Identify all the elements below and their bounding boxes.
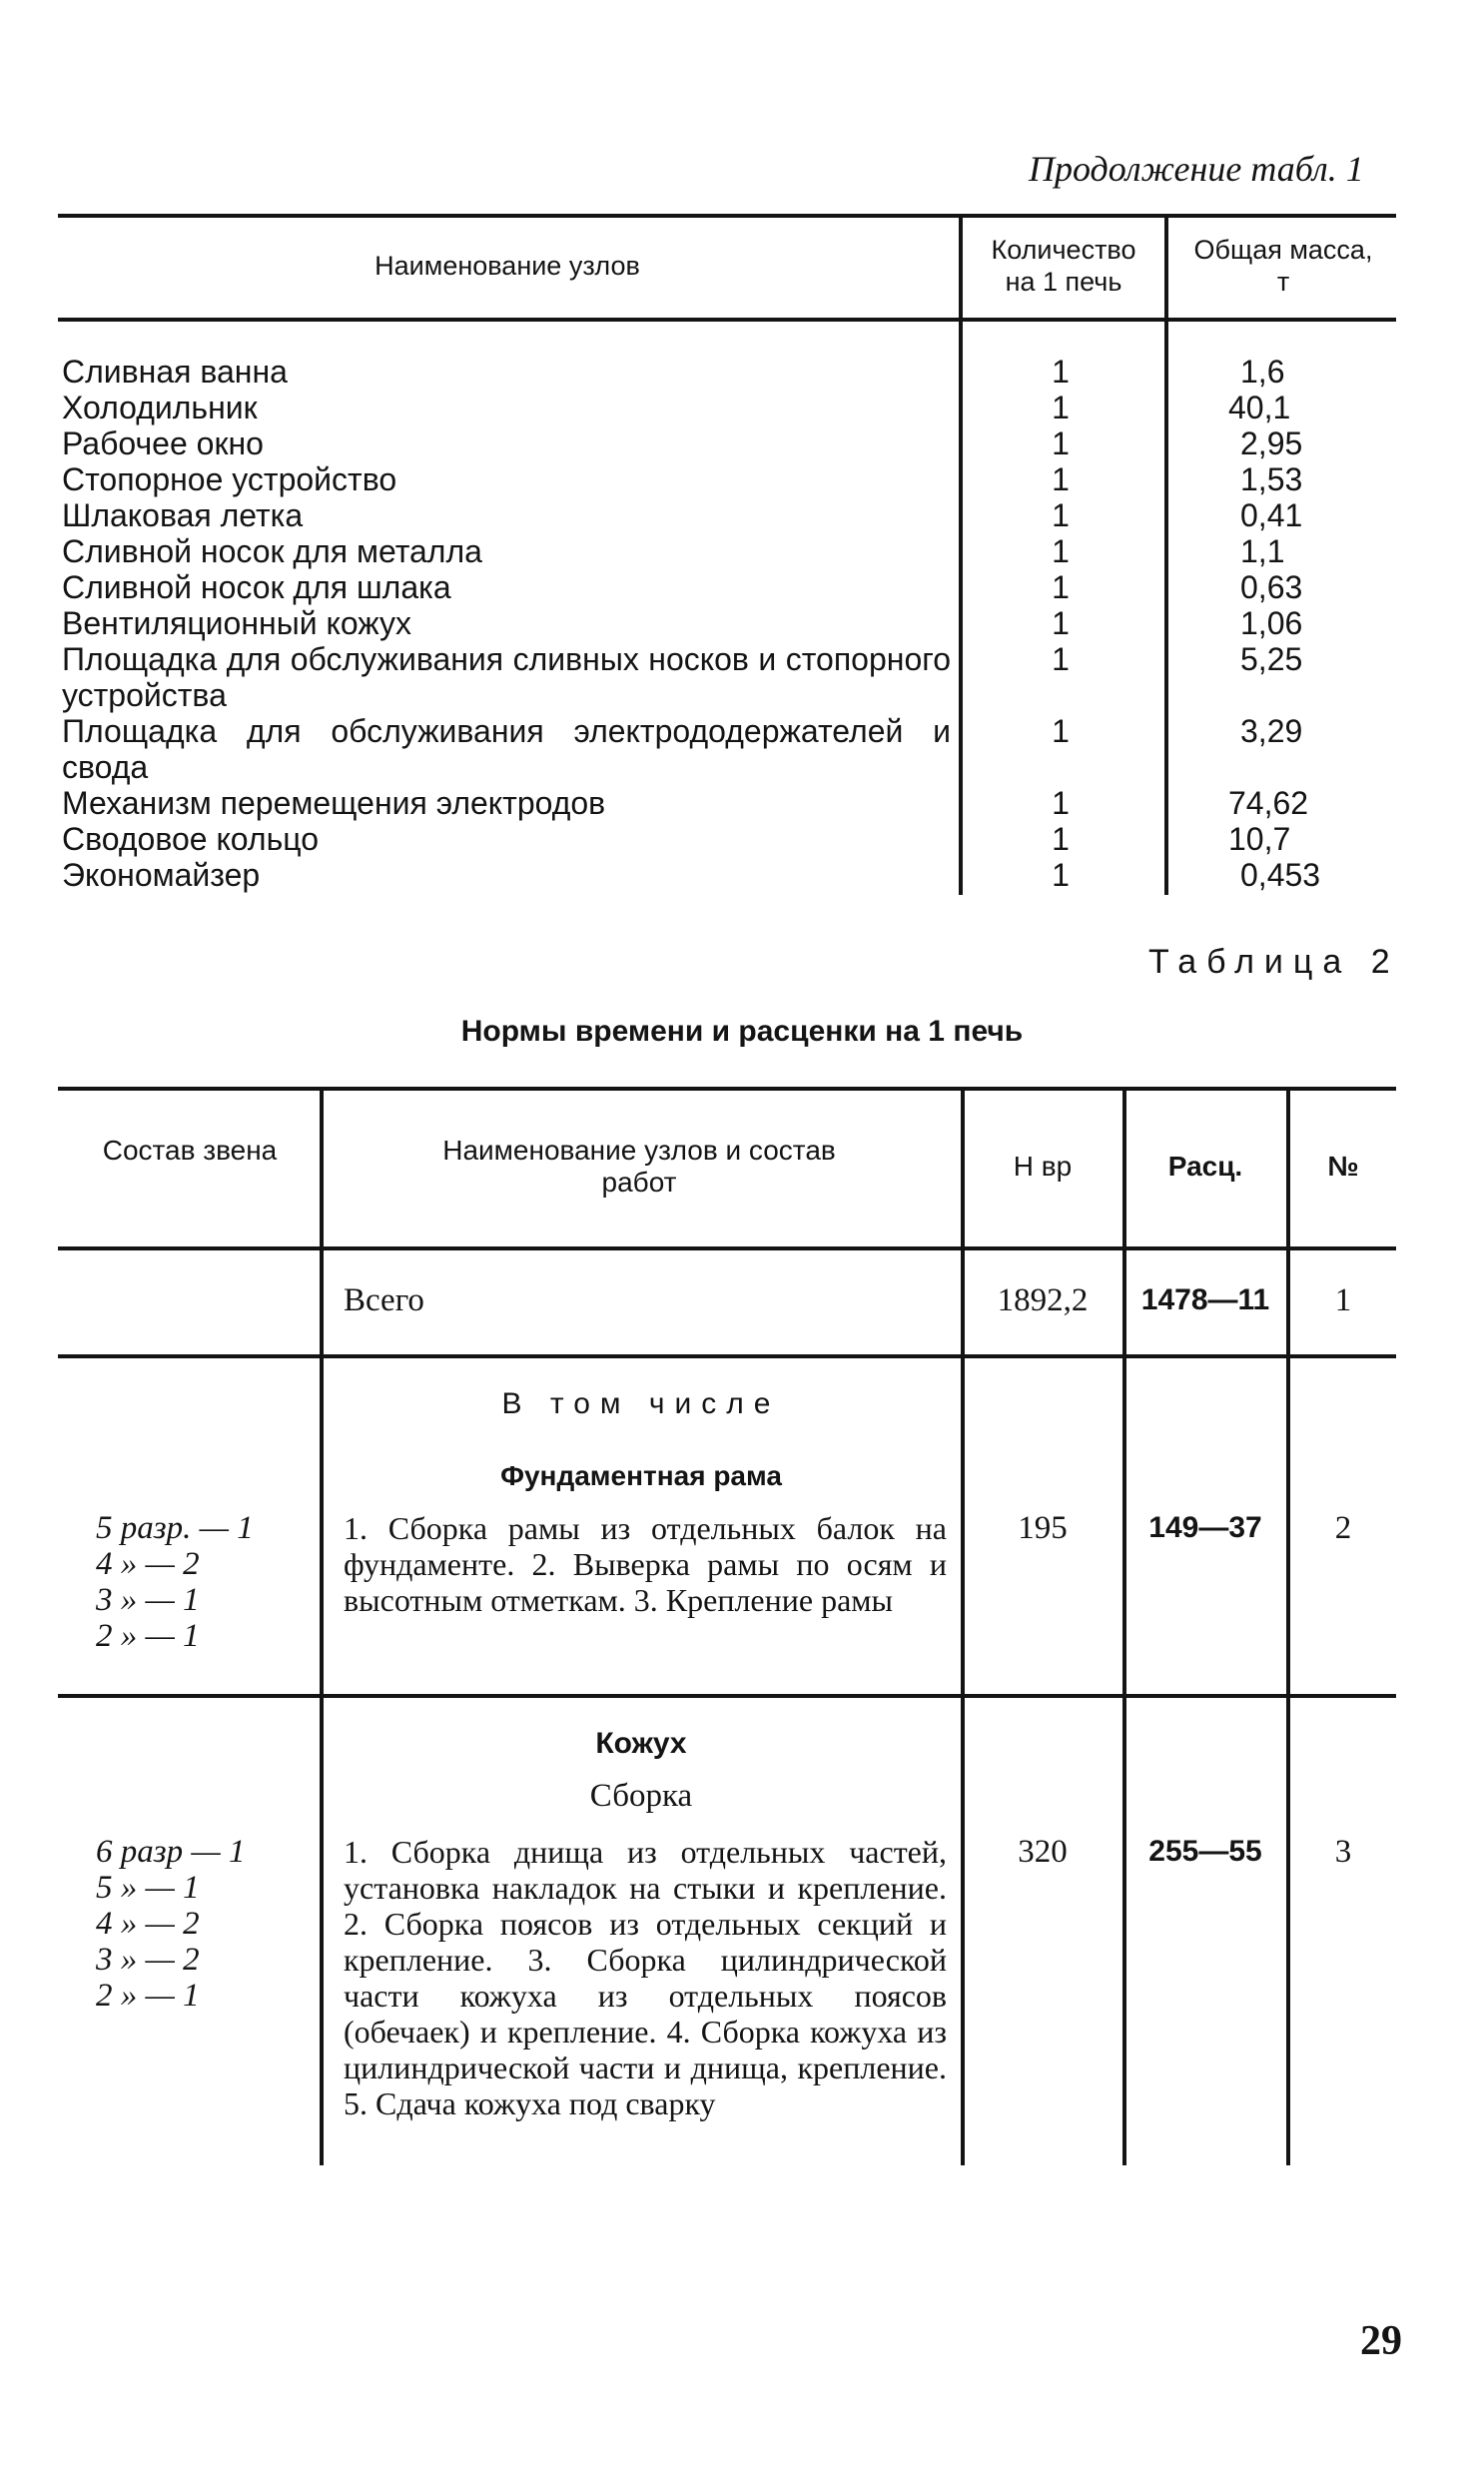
table2-header-num: № (1327, 1151, 1359, 1182)
table1-row-mass: 1,06 (1240, 605, 1303, 641)
crew-line: 3 » — 1 (96, 1582, 200, 1618)
table2-divider-2 (961, 1087, 965, 2165)
crew-line: 2 » — 1 (96, 1618, 200, 1654)
table1-row-qty: 1 (1052, 641, 1070, 677)
table2-header-norm: Н вр (1013, 1151, 1073, 1182)
table1-row-qty: 1 (1052, 821, 1070, 857)
section-title: Кожух (595, 1727, 687, 1760)
table1-row-mass: 40,1 (1228, 390, 1291, 425)
table2-divider-4 (1286, 1087, 1290, 2165)
table1-row-name: Сливной носок для шлака (62, 569, 451, 605)
table1-row-qty: 1 (1052, 605, 1070, 641)
table1-header-name: Наименование узлов (374, 251, 640, 281)
table1-header-mass: Общая масса, т (1193, 235, 1373, 297)
table2-section-rule (58, 1694, 1396, 1698)
table1-row-qty: 1 (1052, 461, 1070, 497)
work-description: 1. Сборка рамы из отдельных балок на фундаменте. 2. Выверка рамы по осям и высотным отметкам. 3. Крепление рамы (344, 1510, 947, 1618)
table1-row-mass: 1,53 (1240, 461, 1303, 497)
table1-row-qty: 1 (1052, 713, 1070, 749)
table2-divider-1 (320, 1087, 324, 2165)
including-label: В том числе (501, 1387, 781, 1420)
table1-row-name: Стопорное устройство (62, 461, 397, 497)
table1-row-mass: 1,6 (1240, 354, 1285, 390)
table1-row-mass: 0,41 (1240, 497, 1303, 533)
total-name: Всего (344, 1282, 424, 1318)
section-title: Фундаментная рама (500, 1460, 782, 1491)
section-norm: 320 (1018, 1834, 1068, 1870)
table2-label: Таблица 2 (1148, 943, 1400, 981)
table1-row-name: Сливной носок для металла (62, 533, 482, 569)
crew-line: 6 разр — 1 (96, 1834, 246, 1870)
continuation-label: Продолжение табл. 1 (1029, 149, 1364, 189)
table1-row-qty: 1 (1052, 425, 1070, 461)
table1-row-mass: 2,95 (1240, 425, 1303, 461)
total-rate: 1478—11 (1140, 1283, 1270, 1316)
table1-row-qty: 1 (1052, 390, 1070, 425)
section-num: 2 (1334, 1510, 1352, 1546)
table1-row-name: Вентиляционный кожух (62, 605, 412, 641)
table1-row-mass: 0,63 (1240, 569, 1303, 605)
table1-row-name: Механизм перемещения электродов (62, 785, 606, 821)
table1-row-name: Шлаковая летка (62, 497, 304, 533)
table2-header-name: Наименование узлов и состав работ (442, 1135, 836, 1198)
table1-row-qty: 1 (1052, 497, 1070, 533)
crew-line: 5 разр. — 1 (96, 1510, 254, 1546)
table1-row-qty: 1 (1052, 533, 1070, 569)
crew-line: 5 » — 1 (96, 1870, 200, 1906)
section-rate: 255—55 (1148, 1835, 1262, 1868)
total-norm: 1892,2 (997, 1282, 1089, 1318)
table2-header-crew: Состав звена (102, 1135, 278, 1166)
table1-row-qty: 1 (1052, 569, 1070, 605)
table1-row-name: Рабочее окно (62, 425, 264, 461)
table1-header-qty: Количество на 1 печь (991, 235, 1136, 297)
table2-divider-3 (1122, 1087, 1126, 2165)
table1-row-name: Сводовое кольцо (62, 821, 319, 857)
table2-top-rule (58, 1087, 1396, 1091)
table1-row-mass: 74,62 (1228, 785, 1309, 821)
table2-header-rule (58, 1246, 1396, 1250)
section-norm: 195 (1018, 1510, 1068, 1546)
table1-row-qty: 1 (1052, 785, 1070, 821)
section-num: 3 (1334, 1834, 1352, 1870)
crew-line: 3 » — 2 (96, 1942, 200, 1978)
table1-row-mass: 0,453 (1240, 857, 1321, 893)
section-rate: 149—37 (1148, 1511, 1262, 1544)
crew-line: 4 » — 2 (96, 1906, 200, 1942)
table1-row-qty: 1 (1052, 354, 1070, 390)
table1-row-mass: 10,7 (1228, 821, 1291, 857)
table1-top-rule (58, 214, 1396, 218)
table1-row-name: Экономайзер (62, 857, 261, 893)
table2-total-rule (58, 1354, 1396, 1358)
table1-row-name: Холодильник (62, 390, 258, 425)
table1-row-name: Площадка для обслуживания сливных носков и стопорного устройства (62, 641, 951, 713)
total-num: 1 (1334, 1282, 1352, 1318)
table1-row-qty: 1 (1052, 857, 1070, 893)
table1-header-rule (58, 318, 1396, 322)
table2-header-rate: Расц. (1167, 1151, 1243, 1182)
page-number: 29 (1360, 2318, 1402, 2364)
work-description: 1. Сборка днища из отдельных частей, установка накладок на стыки и крепление. 2. Сборка поясов из отдельных секций и крепление. 3. Сборка цилиндрической части кожуха из отдельных поясов (обечаек) и крепление. 4. Сборка кожуха из цилиндрической части и днища, крепление. 5. Сдача кожуха под сварку (344, 1834, 947, 2121)
table2-title: Нормы времени и расценки на 1 печь (460, 1015, 1024, 1048)
table1-row-name: Сливная ванна (62, 354, 288, 390)
section-subtitle: Сборка (589, 1778, 693, 1814)
table1-row-mass: 5,25 (1240, 641, 1303, 677)
table1-row-mass: 3,29 (1240, 713, 1303, 749)
crew-line: 4 » — 2 (96, 1546, 200, 1582)
table1-row-name: Площадка для обслуживания электрододержателей и свода (62, 713, 951, 785)
table1-row-mass: 1,1 (1240, 533, 1285, 569)
crew-line: 2 » — 1 (96, 1978, 200, 2014)
